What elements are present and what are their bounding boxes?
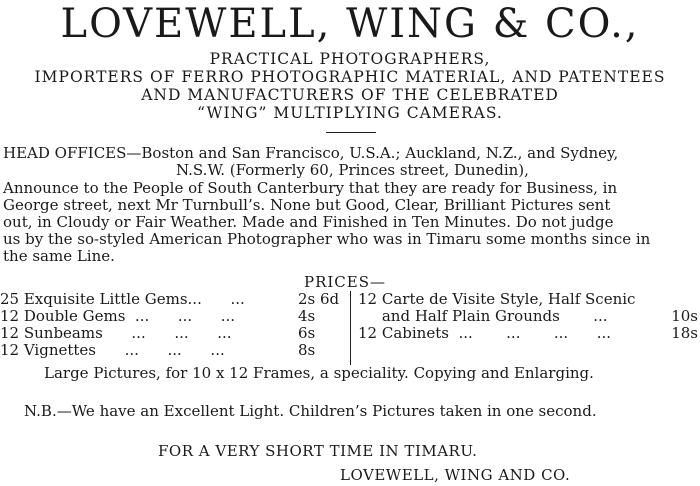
nb-line: N.B.—We have an Excellent Light. Children’s Pictures taken in one second. [24,402,597,420]
prices-right-column [358,291,700,342]
subtitle-line-4: “WING” MULTIPLYING CAMERAS. [197,104,503,122]
price-row [358,308,700,325]
price-row [358,291,700,308]
signature-line: LOVEWELL, WING AND CO. [340,466,571,484]
head-offices-line-1: HEAD OFFICES—Boston and San Francisco, U.S.A.; Auckland, N.Z., and Sydney, [3,144,619,162]
prices-left-column [0,291,350,359]
price-item: 25 Exquisite Little Gems... ... [0,290,245,308]
announcement-line-4: us by the so-styled American Photographer who was in Timaru some months since in [3,230,651,248]
firm-name-heading: LOVEWELL, WING & CO., [60,1,640,47]
price-item: 12 Sunbeams ... ... ... [0,324,232,342]
announcement-line-1: Announce to the People of South Canterbury that they are ready for Business, in [3,179,618,197]
price-row [0,325,350,342]
price-item: 12 Double Gems ... ... ... [0,307,236,325]
large-pictures-line: Large Pictures, for 10 x 12 Frames, a speciality. Copying and Enlarging. [44,364,594,382]
short-time-line: FOR A VERY SHORT TIME IN TIMARU. [158,442,478,460]
head-offices-line-2: N.S.W. (Formerly 60, Princes street, Dunedin), [176,161,529,179]
announcement-line-3: out, in Cloudy or Fair Weather. Made and Finished in Ten Minutes. Do not judge [3,213,614,231]
announcement-line-5: the same Line. [3,247,115,265]
price-row [0,308,350,325]
announcement-line-2: George street, next Mr Turnbull’s. None but Good, Clear, Brilliant Pictures sent [3,196,611,214]
price-amount: 4s [298,307,316,325]
price-item: 12 Vignettes ... ... ... [0,341,225,359]
price-row [0,291,350,308]
price-row [358,325,700,342]
section-rule [326,132,376,133]
subtitle-line-3: AND MANUFACTURERS OF THE CELEBRATED [141,86,559,104]
price-amount: 6s [298,324,316,342]
price-item: 12 Cabinets ... ... ... ... [358,324,612,342]
subtitle-line-1: PRACTICAL PHOTOGRAPHERS, [209,50,491,68]
price-row [0,342,350,359]
prices-heading: PRICES— [304,273,387,291]
price-item: 12 Carte de Visite Style, Half Scenic [358,290,636,308]
price-amount: 18s [671,324,698,342]
price-amount: 10s [671,307,698,325]
price-amount: 8s [298,341,316,359]
subtitle-line-2: IMPORTERS OF FERRO PHOTOGRAPHIC MATERIAL, AND PATENTEES [34,68,666,86]
price-item: and Half Plain Grounds ... [358,307,608,325]
price-amount: 2s 6d [298,290,340,308]
prices-divider [350,291,351,365]
